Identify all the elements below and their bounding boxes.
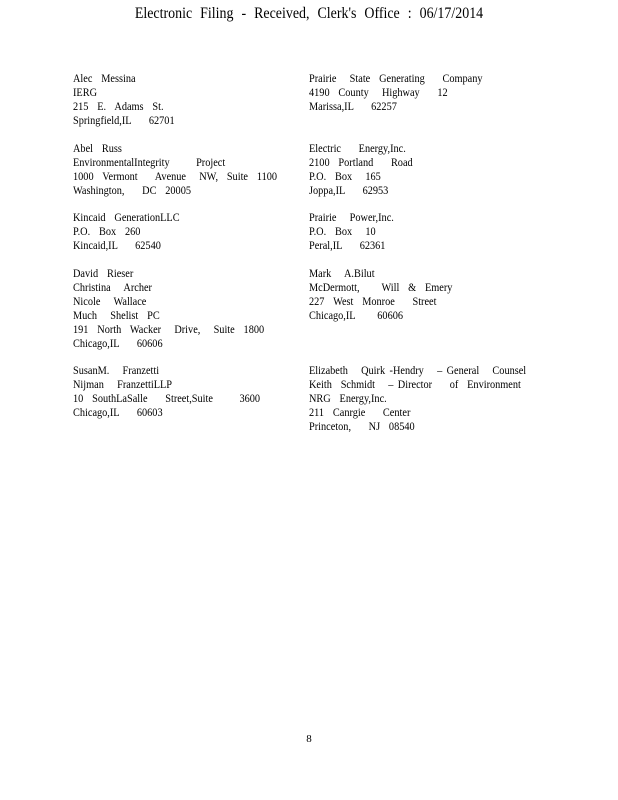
address-line: 2100 Portland Road — [309, 157, 413, 169]
address-block — [73, 364, 276, 420]
address-line: Electric Energy,Inc. — [309, 143, 406, 155]
address-line: NRG Energy,Inc. — [309, 393, 387, 405]
address-line: 1000 Vermont Avenue NW, Suite 1100 — [73, 171, 278, 183]
address-line: Elizabeth Quirk -Hendry – General Counsel — [309, 365, 527, 377]
address-line: Washington, DC 20005 — [73, 185, 192, 197]
address-block — [73, 142, 295, 198]
address-line: Nijman FranzettiLLP — [73, 379, 173, 391]
address-line: Prairie State Generating Company — [309, 73, 483, 85]
address-line: Chicago,IL 60606 — [73, 338, 163, 350]
address-line: Joppa,IL 62953 — [309, 185, 389, 197]
address-line: Princeton, NJ 08540 — [309, 421, 415, 433]
address-line: David Rieser — [73, 268, 134, 280]
address-block — [309, 142, 422, 198]
address-block — [309, 364, 545, 434]
address-block — [309, 211, 401, 253]
address-line: 10 SouthLaSalle Street,Suite 3600 — [73, 393, 261, 405]
address-block — [73, 72, 183, 128]
address-block — [73, 211, 189, 253]
address-line: Kincaid GenerationLLC — [73, 212, 180, 224]
address-line: Much Shelist PC — [73, 310, 160, 322]
address-line: Marissa,IL 62257 — [309, 101, 397, 113]
address-line: Chicago,IL 60603 — [73, 407, 163, 419]
address-block — [309, 267, 465, 323]
address-line: Keith Schmidt – Director of Environment — [309, 379, 521, 391]
address-line: P.O. Box 165 — [309, 171, 381, 183]
address-block — [73, 267, 281, 351]
address-line: Kincaid,IL 62540 — [73, 240, 161, 252]
address-line: Alec Messina — [73, 73, 136, 85]
filing-stamp-header: Electronic Filing - Received, Clerk's Office : 06/17/2014 — [134, 5, 484, 22]
address-line: Christina Archer — [73, 282, 152, 294]
address-line: 191 North Wacker Drive, Suite 1800 — [73, 324, 265, 336]
page-number: 8 — [306, 733, 312, 745]
address-line: 211 Canrgie Center — [309, 407, 411, 419]
address-line: McDermott, Will & Emery — [309, 282, 453, 294]
address-line: SusanM. Franzetti — [73, 365, 160, 377]
address-line: 215 E. Adams St. — [73, 101, 164, 113]
address-line: 4190 County Highway 12 — [309, 87, 448, 99]
address-line: P.O. Box 10 — [309, 226, 376, 238]
address-line: Springfield,IL 62701 — [73, 115, 175, 127]
address-line: Peral,IL 62361 — [309, 240, 386, 252]
address-line: Abel Russ — [73, 143, 122, 155]
address-line: 227 West Monroe Street — [309, 296, 437, 308]
address-line: P.O. Box 260 — [73, 226, 141, 238]
address-block — [309, 72, 498, 114]
address-line: EnvironmentalIntegrity Project — [73, 157, 226, 169]
address-line: Prairie Power,Inc. — [309, 212, 394, 224]
address-line: IERG — [73, 87, 98, 99]
address-line: Nicole Wallace — [73, 296, 147, 308]
address-line: Mark A.Bilut — [309, 268, 375, 280]
address-line: Chicago,IL 60606 — [309, 310, 404, 322]
